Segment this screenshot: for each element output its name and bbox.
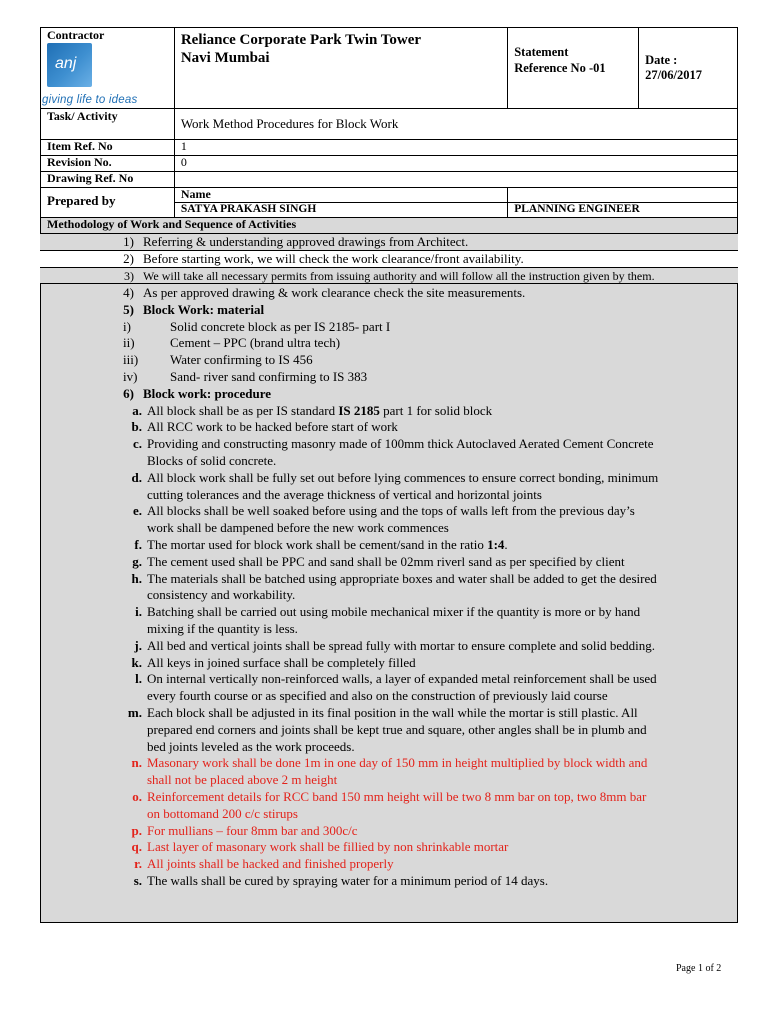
- procedure-text: All RCC work to be hacked before start of work: [147, 419, 398, 435]
- procedure-text: shall not be placed above 2 m height: [147, 772, 338, 788]
- procedure-item: [40, 503, 738, 537]
- procedure-item: [40, 554, 738, 571]
- step-row: [40, 285, 738, 302]
- procedure-text: Batching shall be carried out using mobile mechanical mixer if the quantity is more or by hand: [147, 604, 641, 620]
- procedure-text: prepared end corners and joints shall be kept true and square, other angles shall be in plumb and: [147, 721, 647, 737]
- material-numeral: iii): [123, 352, 139, 368]
- procedure-text: All blocks shall be well soaked before using and the tops of walls left from the previous day’s: [147, 503, 635, 519]
- logo-tagline: giving life to ideas: [42, 94, 138, 106]
- procedure-item: [40, 638, 738, 655]
- methodology-title: Methodology of Work and Sequence of Activities: [41, 218, 738, 234]
- procedure-text: All joints shall be hacked and finished properly: [147, 856, 394, 872]
- date-value: 27/06/2017: [645, 68, 703, 82]
- drawing-ref-label: Drawing Ref. No: [41, 172, 175, 188]
- section-title: Block Work: material: [143, 301, 265, 317]
- procedure-item: [40, 856, 738, 873]
- step-row: [40, 268, 738, 285]
- procedure-text: consistency and workability.: [147, 587, 296, 603]
- project-name: Reliance Corporate Park Twin Tower: [180, 32, 422, 48]
- procedure-letter: j.: [134, 637, 142, 653]
- procedure-letter: g.: [132, 553, 142, 569]
- procedure-item: [40, 655, 738, 672]
- contractor-cell: [41, 28, 175, 109]
- preparer-name: SATYA PRAKASH SINGH: [174, 203, 507, 218]
- step-row: [40, 234, 738, 251]
- drawing-ref-value: [174, 172, 737, 188]
- material-item: [40, 335, 738, 352]
- procedure-text: The walls shall be cured by spraying water for a minimum period of 14 days.: [147, 872, 549, 888]
- procedure-letter: l.: [135, 671, 142, 687]
- prepared-by-label: Prepared by: [41, 188, 175, 218]
- material-item: [40, 319, 738, 336]
- header-table: [40, 27, 738, 234]
- step-text: Referring & understanding approved drawings from Architect.: [143, 234, 469, 249]
- step-row: [40, 386, 738, 403]
- procedure-item: [40, 671, 738, 705]
- step-row: [40, 302, 738, 319]
- name-header-blank: [508, 188, 738, 203]
- material-text: Water confirming to IS 456: [170, 352, 313, 368]
- procedure-letter: a.: [132, 402, 142, 418]
- material-numeral: iv): [123, 368, 138, 384]
- procedure-text: mixing if the quantity is less.: [147, 620, 298, 636]
- project-location: Navi Mumbai: [180, 50, 270, 66]
- procedure-item: [40, 571, 738, 605]
- procedure-item: [40, 705, 738, 755]
- material-text: Cement – PPC (brand ultra tech): [170, 335, 341, 351]
- material-item: [40, 352, 738, 369]
- material-numeral: i): [123, 318, 131, 334]
- statement-label: Statement: [514, 45, 569, 59]
- procedure-text: Reinforcement details for RCC band 150 mm height will be two 8 mm bar on top, two 8mm bar: [147, 788, 647, 804]
- procedure-text: Masonary work shall be done 1m in one day of 150 mm in height multiplied by block width and: [147, 755, 648, 771]
- procedure-text: The materials shall be batched using appropriate boxes and water shall be added to get the desired: [147, 570, 657, 586]
- steps-top: [40, 234, 738, 284]
- procedure-letter: h.: [131, 570, 142, 586]
- material-numeral: ii): [123, 335, 135, 351]
- procedure-letter: c.: [132, 436, 142, 452]
- name-label: Name: [174, 188, 507, 203]
- procedure-text: On internal vertically non-reinforced walls, a layer of expanded metal reinforcement shall be used: [147, 671, 657, 687]
- procedure-text: work shall be dampened before the new work commences: [147, 520, 449, 536]
- procedure-text: bed joints leveled as the work proceeds.: [147, 738, 355, 754]
- procedure-letter: f.: [134, 536, 142, 552]
- date-label: Date :: [645, 53, 678, 67]
- statement-reference: Reference No -01: [514, 61, 606, 75]
- procedure-item: [40, 755, 738, 789]
- procedure-text: For mullians – four 8mm bar and 300c/c: [147, 822, 358, 838]
- procedure-letter: o.: [132, 788, 142, 804]
- item-ref-label: Item Ref. No: [41, 140, 175, 156]
- revision-value: 0: [174, 156, 737, 172]
- procedure-item: [40, 403, 738, 420]
- anj-logo: [47, 43, 92, 87]
- procedure-text: All block work shall be fully set out before lying commences to ensure correct bonding, minimum: [147, 469, 659, 485]
- task-value: Work Method Procedures for Block Work: [174, 109, 737, 140]
- contractor-label: Contractor: [47, 28, 105, 42]
- material-list: [40, 319, 738, 386]
- preparer-designation: PLANNING ENGINEER: [508, 203, 738, 218]
- procedure-text: on bottomand 200 c/c stirups: [147, 805, 298, 821]
- material-text: Sand- river sand confirming to IS 383: [170, 368, 368, 384]
- procedure-item: [40, 419, 738, 436]
- step-text: As per approved drawing & work clearance check the site measurements.: [143, 285, 526, 300]
- page-number: Page 1 of 2: [676, 963, 722, 974]
- procedure-letter: i.: [135, 604, 142, 620]
- procedure-item: [40, 537, 738, 554]
- procedure-letter: m.: [127, 704, 142, 720]
- procedure-letter: s.: [133, 872, 142, 888]
- procedure-item: [40, 839, 738, 856]
- procedure-text: All keys in joined surface shall be completely filled: [147, 654, 416, 670]
- procedure-item: [40, 873, 738, 890]
- procedure-item: [40, 789, 738, 823]
- procedure-letter: k.: [131, 654, 142, 670]
- procedure-text: every fourth course or as specified and also on the construction of previously laid course: [147, 688, 608, 704]
- procedure-items: [40, 403, 738, 890]
- procedure-text: Each block shall be adjusted in its final position in the wall while the mortar is still plastic. All: [147, 704, 638, 720]
- task-label: Task/ Activity: [41, 109, 175, 140]
- procedure-text: All bed and vertical joints shall be spread fully with mortar to ensure complete and solid bedding.: [147, 637, 655, 653]
- procedure-letter: p.: [131, 822, 142, 838]
- material-text: Solid concrete block as per IS 2185- part I: [170, 318, 391, 334]
- procedure-text: All block shall be as per IS standard IS 2185 part 1 for solid block: [147, 402, 493, 418]
- procedure-letter: d.: [131, 469, 142, 485]
- step-text: We will take all necessary permits from issuing authority and will follow all the instruction given by them.: [143, 268, 655, 283]
- revision-label: Revision No.: [41, 156, 175, 172]
- section-title: Block work: procedure: [143, 385, 272, 401]
- item-ref-value: 1: [174, 140, 737, 156]
- step-number: 3): [124, 268, 134, 283]
- procedure-letter: r.: [134, 856, 142, 872]
- step-text: Before starting work, we will check the work clearance/front availability.: [143, 250, 524, 266]
- procedure-text: Providing and constructing masonry made of 100mm thick Autoclaved Aerated Cement Concrete: [147, 436, 654, 452]
- statement-cell: [508, 28, 639, 109]
- procedure-text: Blocks of solid concrete.: [147, 452, 277, 468]
- procedure-text: Last layer of masonary work shall be fillied by non shrinkable mortar: [147, 839, 509, 855]
- procedure-item: [40, 604, 738, 638]
- procedure-item: [40, 823, 738, 840]
- step-number: 2): [123, 250, 134, 266]
- date-cell: [639, 28, 738, 109]
- procedure-item: [40, 470, 738, 504]
- step-number: 1): [123, 234, 134, 249]
- procedure-letter: e.: [132, 503, 142, 519]
- procedure-letter: b.: [131, 419, 142, 435]
- material-item: [40, 369, 738, 386]
- project-cell: [174, 28, 507, 109]
- procedure-text: The mortar used for block work shall be cement/sand in the ratio 1:4.: [147, 536, 508, 552]
- procedure-letter: n.: [131, 755, 142, 771]
- procedure-text: The cement used shall be PPC and sand shall be 02mm riverl sand as per specified by client: [147, 553, 625, 569]
- step-number: 6): [123, 385, 134, 401]
- procedure-item: [40, 436, 738, 470]
- step-number: 5): [123, 301, 134, 317]
- procedure-letter: q.: [131, 839, 142, 855]
- step-row: [40, 251, 738, 268]
- step-number: 4): [123, 285, 134, 300]
- logo-text: anj: [55, 55, 77, 72]
- procedure-list: [40, 285, 738, 890]
- procedure-text: cutting tolerances and the average thickness of vertical and horizontal joints: [147, 486, 542, 502]
